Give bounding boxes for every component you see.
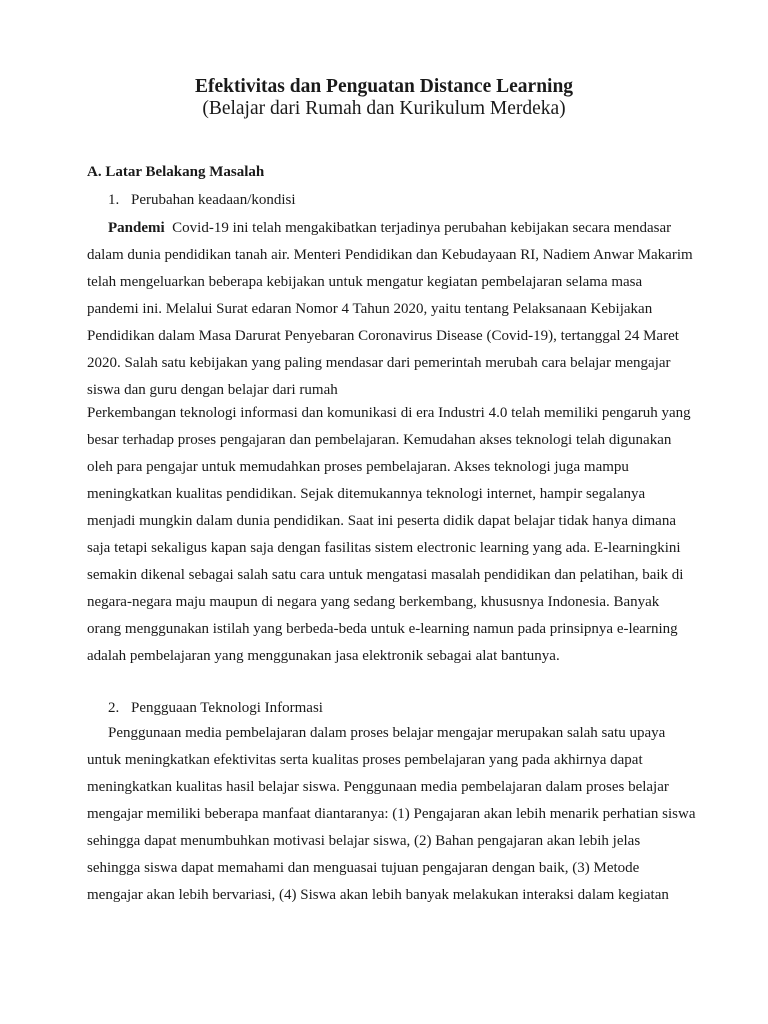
paragraph-line: Penggunaan media pembelajaran dalam proses belajar mengajar merupakan salah satu upaya xyxy=(108,725,666,741)
paragraph-line: sehingga siswa dapat memahami dan menguasai tujuan pengajaran dengan baik, (3) Metode xyxy=(87,860,640,876)
paragraph-line: Pandemi Covid-19 ini telah mengakibatkan terjadinya perubahan kebijakan secara mendasar xyxy=(108,220,672,236)
paragraph-line: negara-negara maju maupun di negara yang sedang berkembang, khususnya Indonesia. Banyak xyxy=(87,594,660,610)
paragraph-pandemi xyxy=(87,215,699,404)
paragraph-line: sehingga dapat menumbuhkan motivasi belajar siswa, (2) Bahan pengajaran akan lebih jelas xyxy=(87,833,641,849)
list-item-label: Pengguaan Teknologi Informasi xyxy=(131,700,323,716)
paragraph-line: meningkatkan kualitas pendidikan. Sejak ditemukannya teknologi internet, hampir segalanya xyxy=(87,486,646,502)
paragraph-line: siswa dan guru dengan belajar dari rumah xyxy=(87,382,338,398)
document-title: Efektivitas dan Penguatan Distance Learning xyxy=(194,76,574,97)
document-subtitle: (Belajar dari Rumah dan Kurikulum Merdeka) xyxy=(202,98,566,119)
paragraph-line: besar terhadap proses pengajaran dan pembelajaran. Kemudahan akses teknologi telah digunakan xyxy=(87,432,672,448)
paragraph-line: mengajar memiliki beberapa manfaat diantaranya: (1) Pengajaran akan lebih menarik perhatian siswa xyxy=(87,806,696,822)
paragraph-line: telah mengeluarkan beberapa kebijakan untuk mengatur kegiatan pembelajaran selama masa xyxy=(87,274,643,290)
list-item-label: Perubahan keadaan/kondisi xyxy=(131,192,296,208)
bold-lead-word: Pandemi xyxy=(108,220,165,236)
paragraph-line: orang menggunakan istilah yang berbeda-beda untuk e-learning namun pada prinsipnya e-learning xyxy=(87,621,678,637)
paragraph-line: pandemi ini. Melalui Surat edaran Nomor 4 Tahun 2020, yaitu tentang Pelaksanaan Kebijakan xyxy=(87,301,653,317)
paragraph-line: saja tetapi sekaligus kapan saja dengan fasilitas sistem electronic learning yang ada. E-learningkini xyxy=(87,540,681,556)
paragraph-line: Pendidikan dalam Masa Darurat Penyebaran Coronavirus Disease (Covid-19), tertanggal 24 Maret xyxy=(87,328,679,344)
paragraph-line: dalam dunia pendidikan tanah air. Menteri Pendidikan dan Kebudayaan RI, Nadiem Anwar Makarim xyxy=(87,247,693,263)
paragraph-line: meningkatkan kualitas hasil belajar siswa. Penggunaan media pembelajaran dalam proses belajar xyxy=(87,779,669,795)
list-item-number: 2. xyxy=(108,700,120,716)
paragraph-line: mengajar akan lebih bervariasi, (4) Siswa akan lebih banyak melakukan interaksi dalam kegiatan xyxy=(87,887,669,903)
paragraph-line: oleh para pengajar untuk memudahkan proses pembelajaran. Akses teknologi juga mampu xyxy=(87,459,629,475)
paragraph-teknologi xyxy=(87,400,699,670)
paragraph-line: untuk meningkatkan efektivitas serta kualitas proses pembelajaran yang pada akhirnya dapat xyxy=(87,752,643,768)
paragraph-line: menjadi mungkin dalam dunia pendidikan. Saat ini peserta didik dapat belajar tidak hanya dimana xyxy=(87,513,676,529)
paragraph-line: Perkembangan teknologi informasi dan komunikasi di era Industri 4.0 telah memiliki pengaruh yang xyxy=(87,405,691,421)
paragraph-line: adalah pembelajaran yang menggunakan jasa elektronik sebagai alat bantunya. xyxy=(87,648,560,664)
section-heading: A. Latar Belakang Masalah xyxy=(87,164,265,180)
paragraph-media xyxy=(87,720,699,909)
paragraph-line: 2020. Salah satu kebijakan yang paling mendasar dari pemerintah merubah cara belajar mengajar xyxy=(87,355,671,371)
list-item-number: 1. xyxy=(108,192,120,208)
paragraph-line: semakin dikenal sebagai salah satu cara untuk mengatasi masalah pendidikan dan pelatihan, baik di xyxy=(87,567,684,583)
